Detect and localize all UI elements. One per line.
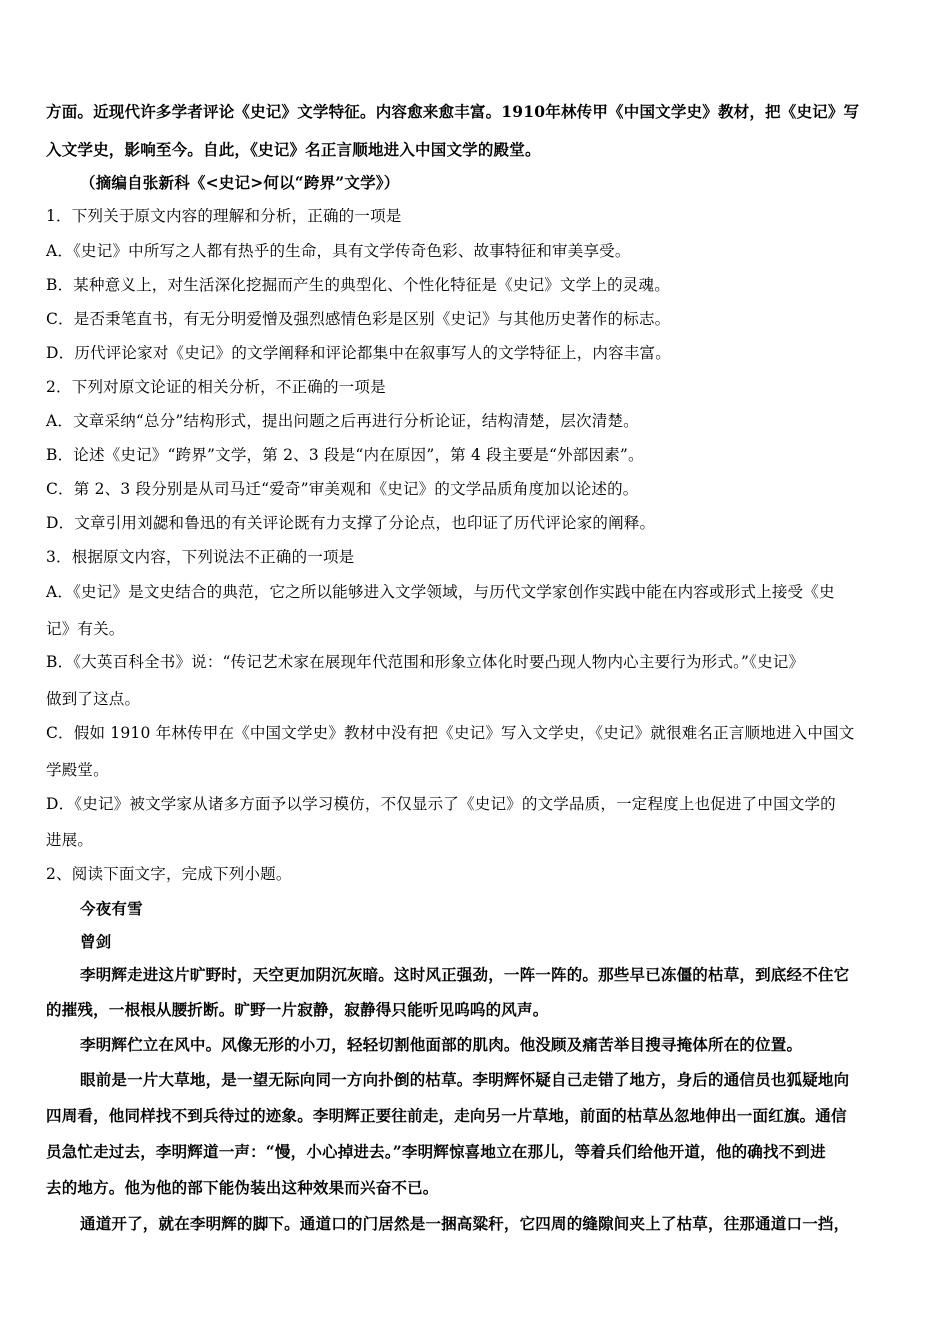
story-author: 曾剑 (80, 932, 112, 951)
option-a: A．文章采纳“总分”结构形式，提出问题之后再进行分析论证，结构清楚，层次清楚。 (46, 412, 639, 430)
source-citation: （摘编自张新科《<史记>何以“跨界”文学》） (80, 173, 400, 192)
option-c: C．是否秉笔直书，有无分明爱憎及强烈感情色彩是区别《史记》与其他历史著作的标志。 (46, 310, 671, 328)
story-title: 今夜有雪 (80, 899, 143, 918)
option-a-continued: 记》有关。 (46, 620, 125, 638)
option-d-continued: 进展。 (46, 831, 94, 849)
question-2: 2．下列对原文论证的相关分析，不正确的一项是 (46, 378, 386, 396)
paragraph-line: 四周看，他同样找不到兵待过的迹象。李明辉正要往前走，走向另一片草地，前面的枯草丛忽地伸出一面红旗。通信 (46, 1106, 847, 1125)
option-d: D．《史记》被文学家从诸多方面予以学习模仿，不仅显示了《史记》的文学品质，一定程度上也促进了中国文学的 (46, 795, 836, 813)
option-c-continued: 学殿堂。 (46, 761, 109, 779)
paragraph-line: 李明辉伫立在风中。风像无形的小刀，轻轻切割他面部的肌肉。他没顾及痛苦举目搜寻掩体所在的位置。 (80, 1035, 803, 1054)
paragraph-line: 的摧残，一根根从腰折断。旷野一片寂静，寂静得只能听见呜呜的风声。 (46, 1000, 549, 1019)
section-heading: 2、阅读下面文字，完成下列小题。 (46, 865, 292, 883)
paragraph-line: 去的地方。他为他的部下能伪装出这种效果而兴奋不已。 (46, 1178, 439, 1197)
option-b: B．论述《史记》“跨界”文学，第 2、3 段是“内在原因”，第 4 段主要是“外部因素”。 (46, 446, 644, 464)
option-c: C．假如 1910 年林传甲在《中国文学史》教材中没有把《史记》写入文学史，《史记》就很难名正言顺地进入中国文 (46, 724, 855, 742)
paragraph-line: 通道开了，就在李明辉的脚下。通道口的门居然是一捆高粱秆，它四周的缝隙间夹上了枯草，往那通道口一挡， (80, 1214, 850, 1233)
option-b-continued: 做到了这点。 (46, 690, 141, 708)
text-line: 方面。近现代许多学者评论《史记》文学特征。内容愈来愈丰富。1910年林传甲《中国文学史》教材，把《史记》写 (46, 102, 860, 121)
option-d: D．文章引用刘勰和鲁迅的有关评论既有力支撑了分论点，也印证了历代评论家的阐释。 (46, 514, 656, 532)
text-line: 入文学史，影响至今。自此，《史记》名正言顺地进入中国文学的殿堂。 (46, 140, 541, 159)
option-a: A．《史记》中所写之人都有热乎的生命，具有文学传奇色彩、故事特征和审美享受。 (46, 242, 631, 260)
question-3: 3．根据原文内容，下列说法不正确的一项是 (46, 548, 355, 566)
paragraph-line: 眼前是一片大草地，是一望无际向同一方向扑倒的枯草。李明辉怀疑自己走错了地方，身后的通信员也狐疑地向 (80, 1070, 850, 1089)
paragraph-line: 李明辉走进这片旷野时，天空更加阴沉灰暗。这时风正强劲，一阵一阵的。那些早已冻僵的枯草，到底经不住它 (80, 965, 850, 984)
option-c: C．第 2、3 段分别是从司马迁“爱奇”审美观和《史记》的文学品质角度加以论述的。 (46, 480, 639, 498)
option-a: A．《史记》是文史结合的典范，它之所以能够进入文学领域，与历代文学家创作实践中能在内容或形式上接受《史 (46, 583, 835, 601)
option-b: B．某种意义上，对生活深化挖掘而产生的典型化、个性化特征是《史记》文学上的灵魂。 (46, 276, 670, 294)
option-b: B．《大英百科全书》说：“传记艺术家在展现年代范围和形象立体化时要凸现人物内心主要行为形式。”《史记》 (46, 653, 805, 671)
option-d: D．历代评论家对《史记》的文学阐释和评论都集中在叙事写人的文学特征上，内容丰富。 (46, 344, 671, 362)
question-1: 1．下列关于原文内容的理解和分析，正确的一项是 (46, 207, 402, 225)
paragraph-line: 员急忙走过去，李明辉道一声：“慢，小心掉进去。”李明辉惊喜地立在那儿，等着兵们给他开道，他的确找不到进 (46, 1142, 826, 1161)
